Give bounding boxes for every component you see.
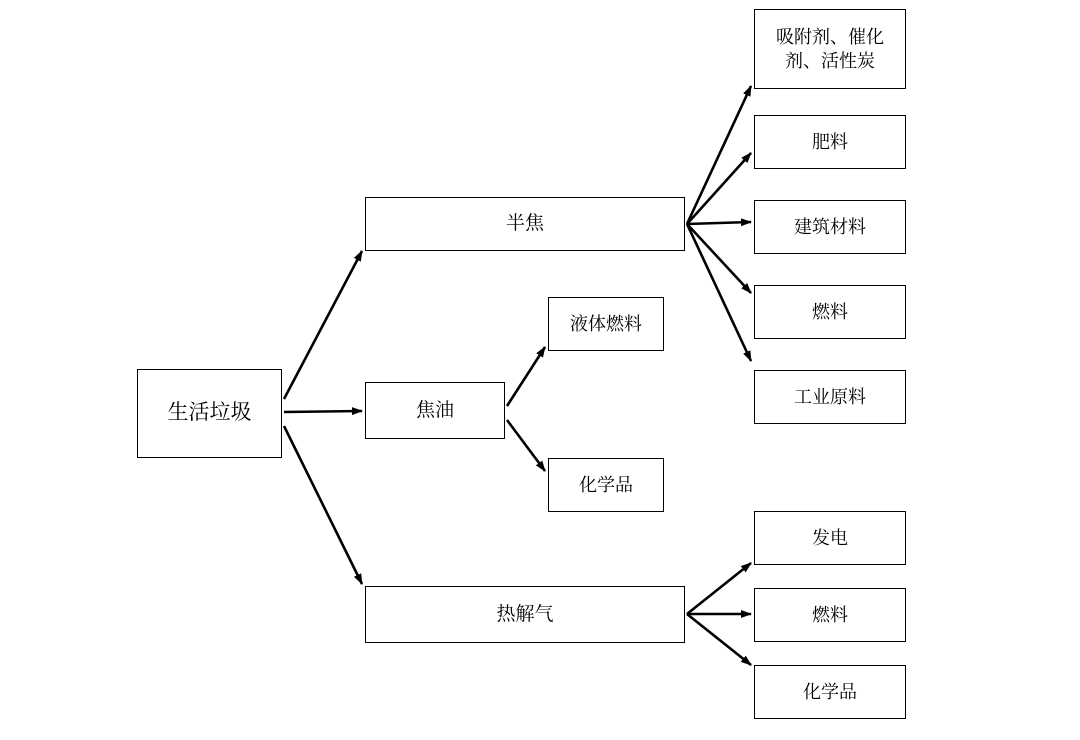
node-label: 燃料 — [812, 604, 848, 625]
edge-pyrogas-power — [687, 563, 751, 614]
node-label: 液体燃料 — [570, 313, 642, 334]
node-adsorbent[interactable] — [754, 9, 906, 89]
edge-tar-chem1 — [507, 420, 545, 471]
node-label: 生活垃圾 — [167, 401, 252, 425]
node-liquidfuel[interactable] — [548, 297, 664, 351]
edge-msw-semicoke — [284, 251, 362, 399]
edge-msw-tar — [284, 411, 362, 412]
node-fuel2[interactable] — [754, 588, 906, 642]
node-semicoke[interactable] — [365, 197, 685, 251]
node-label: 化学品 — [579, 474, 633, 495]
node-chem1[interactable] — [548, 458, 664, 512]
node-label: 燃料 — [812, 301, 848, 322]
node-label: 化学品 — [803, 681, 857, 702]
node-label: 半焦 — [505, 213, 544, 235]
node-tar[interactable] — [365, 382, 505, 439]
edge-semicoke-raw — [687, 224, 751, 361]
edge-tar-liquidfuel — [507, 347, 545, 406]
node-label: 发电 — [812, 527, 848, 548]
node-pyrogas[interactable] — [365, 586, 685, 643]
node-label: 吸附剂、催化剂、活性炭 — [776, 26, 884, 71]
node-label: 建筑材料 — [794, 216, 866, 237]
node-fuel1[interactable] — [754, 285, 906, 339]
node-rawmat[interactable] — [754, 370, 906, 424]
node-chem2[interactable] — [754, 665, 906, 719]
node-label: 热解气 — [496, 603, 554, 625]
node-fertilizer[interactable] — [754, 115, 906, 169]
node-buildmat[interactable] — [754, 200, 906, 254]
node-msw[interactable] — [137, 369, 282, 458]
edge-semicoke-fuel — [687, 224, 751, 293]
node-label: 工业原料 — [794, 386, 866, 407]
node-power[interactable] — [754, 511, 906, 565]
edge-pyrogas-chem — [687, 614, 751, 665]
edge-msw-pyrogas — [284, 426, 362, 584]
edge-semicoke-build — [687, 222, 751, 224]
edge-semicoke-ads — [687, 86, 751, 224]
edge-semicoke-fert — [687, 153, 751, 224]
node-label: 焦油 — [415, 399, 454, 421]
node-label: 肥料 — [812, 131, 848, 152]
